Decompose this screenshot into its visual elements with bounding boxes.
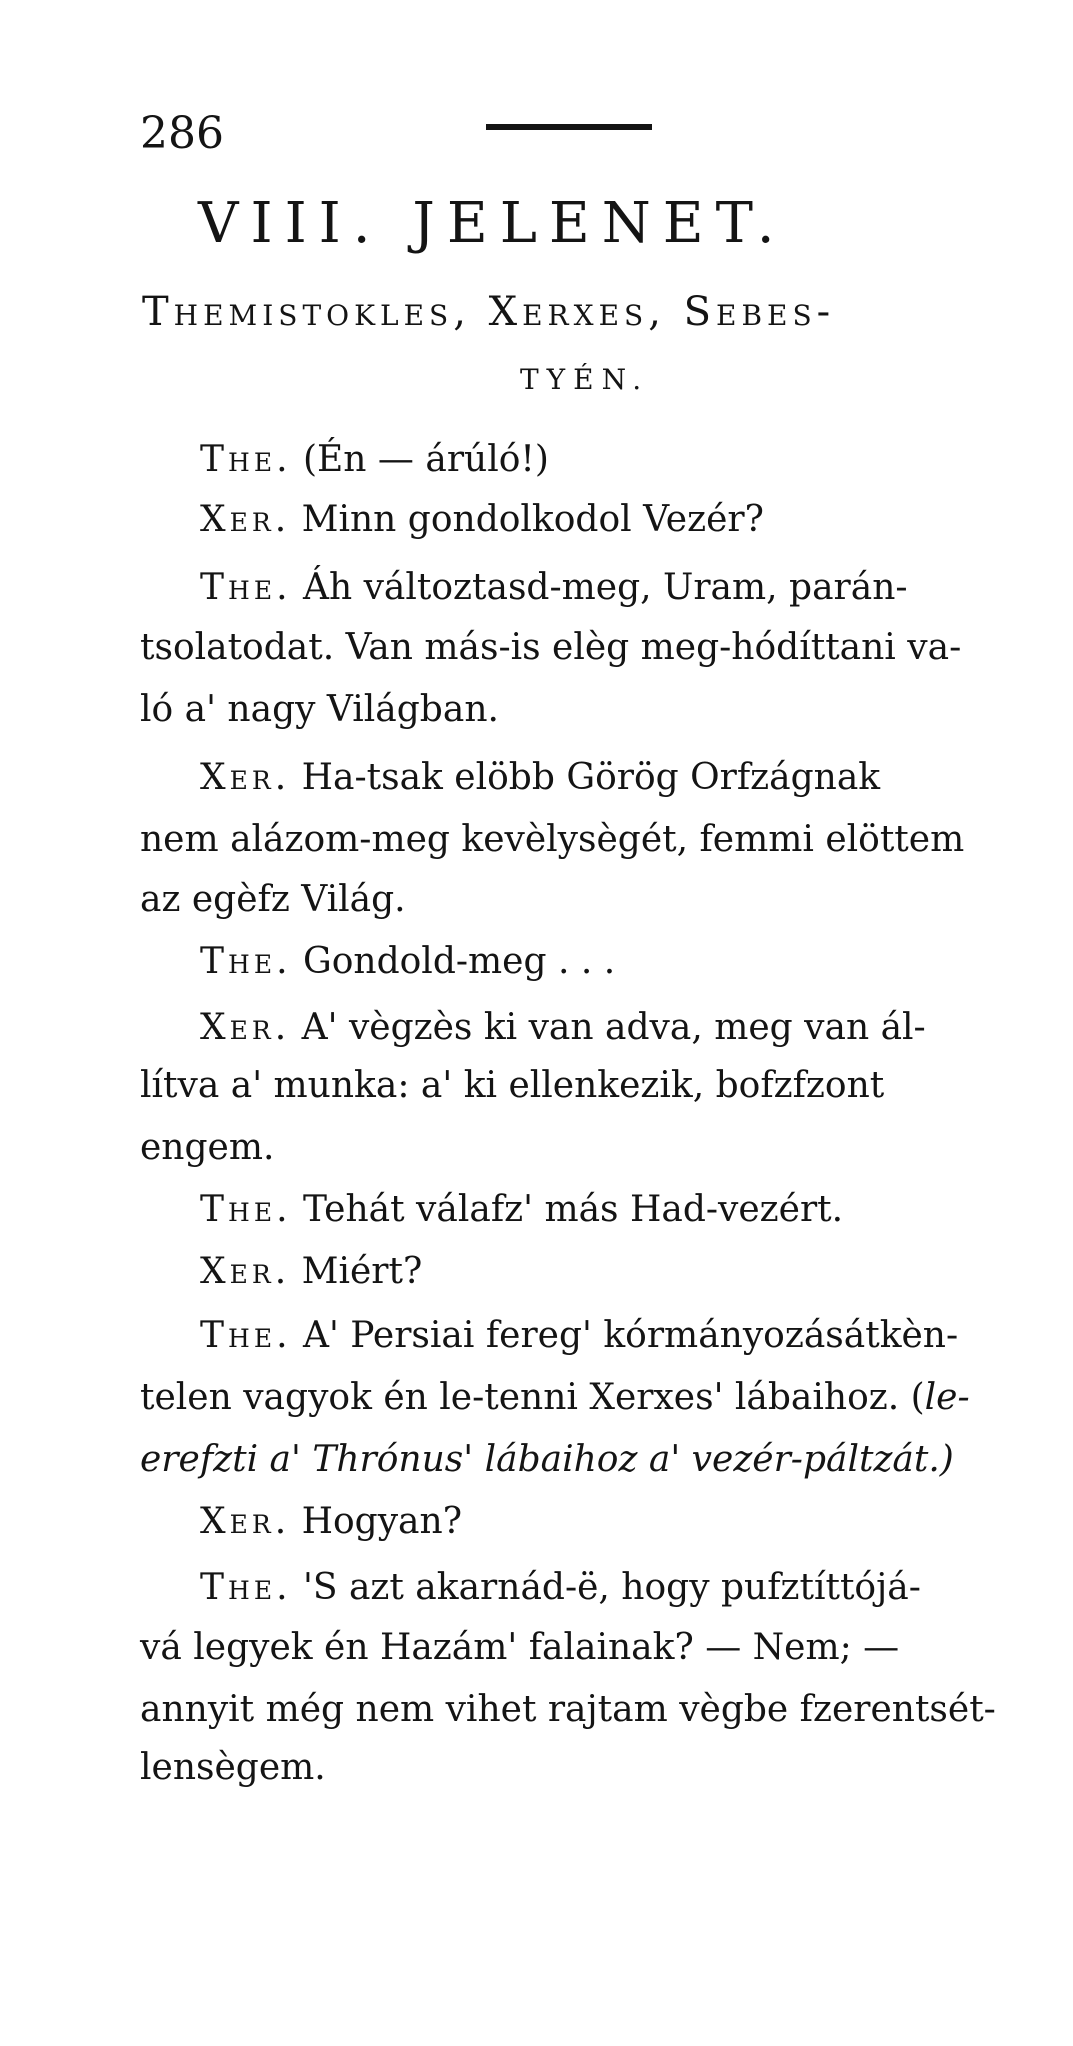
dialogue-text: A' Persiai fereg' kórmányozásátkèn- bbox=[302, 1315, 959, 1356]
dialogue-text: ló a' nagy Világban. bbox=[140, 689, 499, 730]
dialogue-line bbox=[200, 1007, 926, 1048]
dialogue-line bbox=[140, 879, 406, 920]
cast-list-continued: TYÉN. bbox=[520, 363, 650, 396]
dialogue-line bbox=[140, 1689, 996, 1730]
speaker-label: The. bbox=[200, 439, 292, 480]
dialogue-text: Minn gondolkodol Vezér? bbox=[301, 499, 764, 540]
dialogue-line bbox=[140, 1065, 885, 1106]
stage-direction bbox=[140, 1439, 954, 1480]
dialogue-line bbox=[200, 1315, 959, 1356]
dialogue-text: lensègem. bbox=[140, 1747, 326, 1788]
dialogue-text: Áh változtasd-meg, Uram, parán- bbox=[302, 567, 908, 608]
dialogue-text: Ha-tsak elöbb Görög Orfzágnak bbox=[301, 757, 881, 798]
dialogue-line bbox=[200, 439, 549, 480]
speaker-label: The. bbox=[200, 1189, 292, 1230]
dialogue-line bbox=[140, 1747, 326, 1788]
dialogue-text: 'S azt akarnád-ë, hogy pufztíttójá- bbox=[302, 1567, 921, 1608]
dialogue-line bbox=[200, 499, 764, 540]
speaker-label: Xer. bbox=[200, 757, 291, 798]
dialogue-line bbox=[200, 1567, 921, 1608]
dialogue-text: engem. bbox=[140, 1127, 275, 1168]
dialogue-line bbox=[140, 819, 965, 860]
dialogue-line bbox=[200, 1251, 423, 1292]
dialogue-line bbox=[200, 757, 881, 798]
dialogue-text: Gondold-meg . . . bbox=[302, 941, 616, 982]
dialogue-line bbox=[200, 567, 908, 608]
dialogue-line bbox=[140, 689, 499, 730]
speaker-label: The. bbox=[200, 941, 292, 982]
dialogue-text: annyit még nem vihet rajtam vègbe fzerentsét- bbox=[140, 1689, 996, 1730]
dialogue-text: lítva a' munka: a' ki ellenkezik, bofzfzont bbox=[140, 1065, 885, 1106]
speaker-label: The. bbox=[200, 1567, 292, 1608]
dialogue-line bbox=[200, 1189, 844, 1230]
speaker-label: Xer. bbox=[200, 499, 291, 540]
scene-title: VIII. JELENET. bbox=[198, 191, 787, 256]
dialogue-line bbox=[200, 941, 616, 982]
header-rule bbox=[486, 124, 652, 130]
dialogue-line bbox=[140, 1377, 970, 1418]
dialogue-text: A' vègzès ki van adva, meg van ál- bbox=[301, 1007, 926, 1048]
dialogue-text: Hogyan? bbox=[301, 1501, 463, 1542]
dialogue-text: az egèfz Világ. bbox=[140, 879, 406, 920]
stage-direction-start: le- bbox=[924, 1377, 970, 1418]
stage-direction-text: erefzti a' Thrónus' lábaihoz a' vezér-páltzát.) bbox=[140, 1439, 954, 1480]
speaker-label: Xer. bbox=[200, 1251, 291, 1292]
page-number: 286 bbox=[140, 108, 224, 159]
cast-list: Themistokles, Xerxes, Sebes- bbox=[142, 289, 836, 335]
dialogue-text: vá legyek én Hazám' falainak? — Nem; — bbox=[140, 1627, 900, 1668]
dialogue-text: (Én — árúló!) bbox=[302, 439, 549, 480]
dialogue-line bbox=[140, 627, 962, 668]
dialogue-line bbox=[140, 1627, 900, 1668]
speaker-label: The. bbox=[200, 1315, 292, 1356]
speaker-label: Xer. bbox=[200, 1501, 291, 1542]
dialogue-text: Tehát válafz' más Had-vezért. bbox=[302, 1189, 844, 1230]
speaker-label: Xer. bbox=[200, 1007, 291, 1048]
dialogue-text: telen vagyok én le-tenni Xerxes' lábaihoz. ( bbox=[140, 1377, 925, 1418]
speaker-label: The. bbox=[200, 567, 292, 608]
dialogue-line bbox=[140, 1127, 275, 1168]
dialogue-text: Miért? bbox=[301, 1251, 423, 1292]
dialogue-line bbox=[200, 1501, 463, 1542]
dialogue-text: nem alázom-meg kevèlysègét, femmi elöttem bbox=[140, 819, 965, 860]
dialogue-text: tsolatodat. Van más-is elèg meg-hódíttani va- bbox=[140, 627, 962, 668]
